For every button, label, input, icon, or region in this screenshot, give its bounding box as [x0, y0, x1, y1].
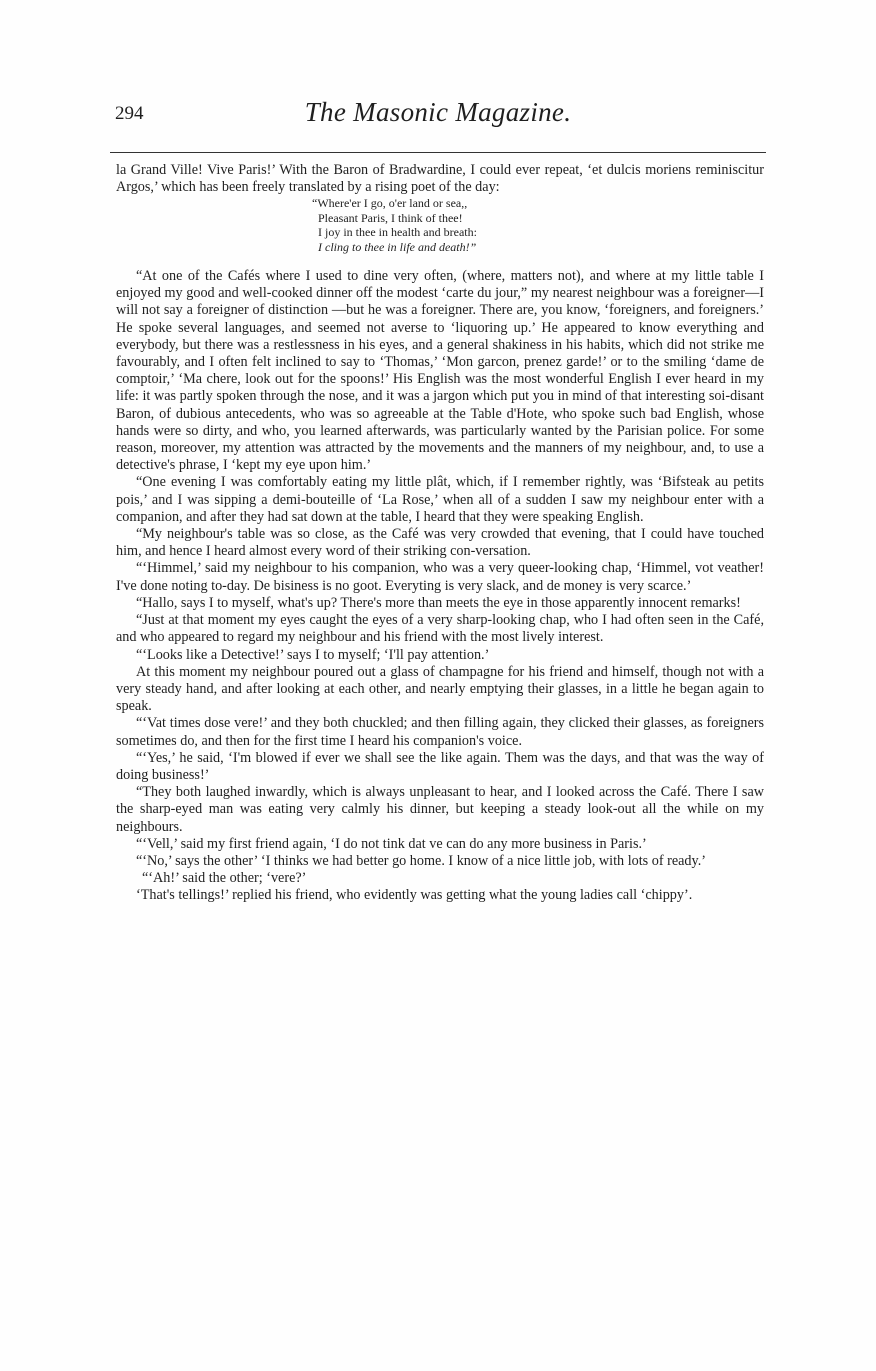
paragraph: “At one of the Cafés where I used to dine very often, (where, matters not), and where at my little table I enjoyed my good and well-cooked dinner off the modest ‘carte du jour,” my nearest neighbour was a foreigner—I will not say a foreigner of distinction —but he was a foreigner. There are, you know, ‘foreigners, and foreigners.’ He spoke several languages, and seemed not averse to ‘liquoring up.’ He appeared to know everything and everybody, but there was a restlessness in his eyes, and a general shakiness in his habits, which did not strike me favourably, and I often felt inclined to say to ‘Thomas,’ ‘Mon garcon, prenez garde!’ or to the smiling ‘dame de comptoir,’ ‘Ma chere, look out for the spoons!’ His English was the most wonderful English I ever heard in my life: it was partly spoken through the nose, and it was a jargon which put you in mind of that interesting soi-disant Baron, of dubious antecedents, who was so agreeable at the Table d'Hote, who spoke such bad English, whose hands were so dirty, and who, you learned afterwards, was particularly wanted by the Parisian police. For some reason, moreover, my attention was attracted by the movements and the manners of my neighbour, and, to use a detective's phrase, I ‘kept my eye upon him.’	[116, 268, 764, 474]
magazine-title: The Masonic Magazine.	[304, 97, 572, 127]
paragraph: “‘Vell,’ said my first friend again, ‘I do not tink dat ve can do any more business in Paris.’	[136, 835, 647, 852]
paragraph: “‘Yes,’ he said, ‘I'm blowed if ever we shall see the like again. Them was the days, and that was the way of doing business!’	[116, 749, 764, 783]
page-number: 294	[115, 103, 144, 124]
paragraph: ‘That's tellings!’ replied his friend, who evidently was getting what the young ladies call ‘chippy’.	[136, 887, 693, 904]
paragraph: At this moment my neighbour poured out a glass of champagne for his friend and himself, though not with a very steady hand, and after looking at each other, and nearly emptying their glasses, in a little he began again to speak.	[116, 663, 764, 715]
running-header	[110, 97, 766, 139]
paragraph: “‘Vat times dose vere!’ and they both chuckled; and then filling again, they clicked their glasses, as foreigners sometimes do, and then for the first time I heard his companion's voice.	[116, 715, 764, 749]
verse-line: I cling to thee in life and death!”	[318, 239, 477, 254]
verse-line: I joy in thee in health and breath:	[318, 225, 477, 240]
paragraph: “‘Himmel,’ said my neighbour to his companion, who was a very queer-looking chap, ‘Himmel, vot veather! I've done noting to-day. De bisiness is no goot. Everyting is very slack, and de money is very scarce.’	[116, 560, 764, 594]
verse-quote	[312, 196, 764, 254]
paragraph: “My neighbour's table was so close, as the Café was very crowded that evening, that I could have touched him, and hence I heard almost every word of their striking con-versation.	[116, 526, 764, 560]
paragraph: “Just at that moment my eyes caught the eyes of a very sharp-looking chap, who I had often seen in the Café, and who appeared to regard my neighbour and his friend with the most lively interest.	[116, 612, 764, 646]
header-rule	[110, 152, 766, 153]
verse-line: “Where'er I go, o'er land or sea,,	[312, 196, 468, 211]
paragraph: “One evening I was comfortably eating my little plât, which, if I remember rightly, was ‘Bifsteak au petits pois,’ and I was sipping a demi-bouteille of ‘La Rose,’ when all of a sudden I saw my neighbour enter with a companion, and after they had sat down at the table, I heard that they were speaking English.	[116, 474, 764, 525]
paragraph: “‘Looks like a Detective!’ says I to myself; ‘I'll pay attention.’	[136, 646, 490, 663]
verse-line: Pleasant Paris, I think of thee!	[318, 210, 463, 225]
paragraph: “Hallo, says I to myself, what's up? There's more than meets the eye in those apparently innocent remarks!	[136, 594, 741, 611]
paragraph: la Grand Ville! Vive Paris!’ With the Baron of Bradwardine, I could ever repeat, ‘et dulcis moriens reminiscitur Argos,’ which has been freely translated by a rising poet of the day:	[116, 162, 764, 196]
paragraph: “‘No,’ says the other’ ‘I thinks we had better go home. I know of a nice little job, with lots of ready.’	[136, 852, 706, 869]
paragraph: “They both laughed inwardly, which is always unpleasant to hear, and I looked across the Café. There I saw the sharp-eyed man was eating very calmly his dinner, but keeping a steady look-out all the while on my neighbours.	[116, 784, 764, 835]
paragraph: “‘Ah!’ said the other; ‘vere?’	[142, 870, 307, 887]
article-text	[116, 162, 764, 905]
